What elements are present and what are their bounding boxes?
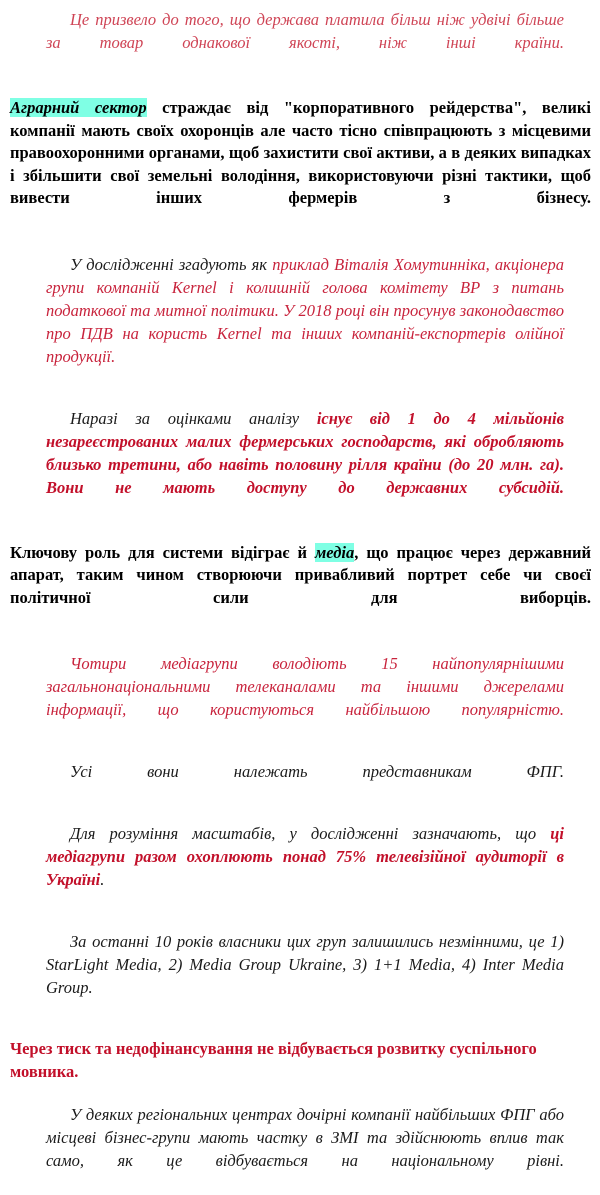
spacer [0,806,600,822]
paragraph-intro-red [0,8,600,77]
highlight-media: медіа [314,542,355,562]
paragraph-farms-lead: Наразі за оцінками аналізу [70,408,317,428]
spacer [0,914,600,930]
spacer [0,522,600,542]
paragraph-four-media-groups-text: Чотири медіагрупи володіють 15 найпопулярнішими загальнонаціональними телеканалами та іншими джерелами інформації, що користуються найбільшою популярністю. [46,653,564,719]
paragraph-media-role-after: , що працює через державний апарат, таким чином створюючи привабливий портрет себе чи своєї політичної сили для виборців. [10,542,591,607]
paragraph-audience-scale-tail: . [100,869,105,889]
paragraph-regional-media-text: У деяких регіональних центрах дочірні компанії найбільших ФПГ або місцеві бізнес-групи мають частку в ЗМІ та здійснюють вплив так само, як це відбувається на національному рівні. [46,1105,564,1171]
spacer [0,1022,600,1038]
paragraph-media-owners-list-text: За останні 10 років власники цих груп залишились незмінними, це 1) StarLight Media, 2) Media Group Ukraine, 3) 1+1 Media, 4) Inter Media Group. [46,931,564,997]
spacer [0,233,600,253]
paragraph-kernel-khomutynnik [0,253,600,391]
spacer [0,632,600,652]
paragraph-unregistered-farms [0,407,600,522]
paragraph-kernel-red-text: приклад Віталія Хомутинніка, акціонера групи компаній Kernel і колишній голова комітету ВР з питань податкової та митної політики. У 2018 році він просунув законодавство про ПДВ на користь Kernel та інших компаній-експортерів олійної продукції. [46,254,564,366]
paragraph-fpg-ownership [0,760,600,806]
paragraph-audience-scale-emphasis: ці медіагрупи разом охоплюють понад 75% телевізійної аудиторії в Україні [46,823,564,889]
paragraph-public-broadcaster [0,1038,600,1083]
spacer [0,391,600,407]
paragraph-kernel-lead: У дослідженні згадують як [70,254,273,274]
spacer [0,1083,600,1103]
paragraph-agrarian-sector [0,97,600,233]
paragraph-agrarian-sector-text: страждає від "корпоративного рейдерства", великі компанії мають своїх охоронців але часто тісно співпрацюють з місцевими правоохоронними органами, щоб захистити свої активи, а в деяких випадках і збільшити свої земельні володіння, використовуючи різні тактики, щоб вивести інших фермерів з бізнесу. [10,98,591,208]
spacer [0,77,600,97]
paragraph-public-broadcaster-text: Через тиск та недофінансування не відбувається розвитку суспільного мовника. [10,1038,537,1081]
paragraph-regional-media [0,1103,600,1195]
paragraph-four-media-groups [0,652,600,744]
paragraph-media-role [0,542,600,632]
paragraph-intro-red-text: Це призвело до того, що держава платила більш ніж удвічі більше за товар однакової якості, ніж інші країни. [46,10,564,52]
spacer [0,744,600,760]
paragraph-farms-red-text: існує від 1 до 4 мільйонів незареєстрованих малих фермерських господарств, які обробляють близько третини, або навіть половину рілля країни (до 20 млн. га). Вони не мають доступу до державних субсидій. [46,408,564,497]
paragraph-audience-scale-lead: Для розуміння масштабів, у дослідженні зазначають, що [70,823,551,843]
highlight-agrarian-sector: Аграрний сектор [10,98,147,117]
paragraph-fpg-ownership-text: Усі вони належать представникам ФПГ. [70,761,564,781]
paragraph-media-owners-list [0,930,600,1022]
paragraph-media-role-before: Ключову роль для системи відіграє й [10,542,315,562]
paragraph-audience-scale [0,822,600,914]
